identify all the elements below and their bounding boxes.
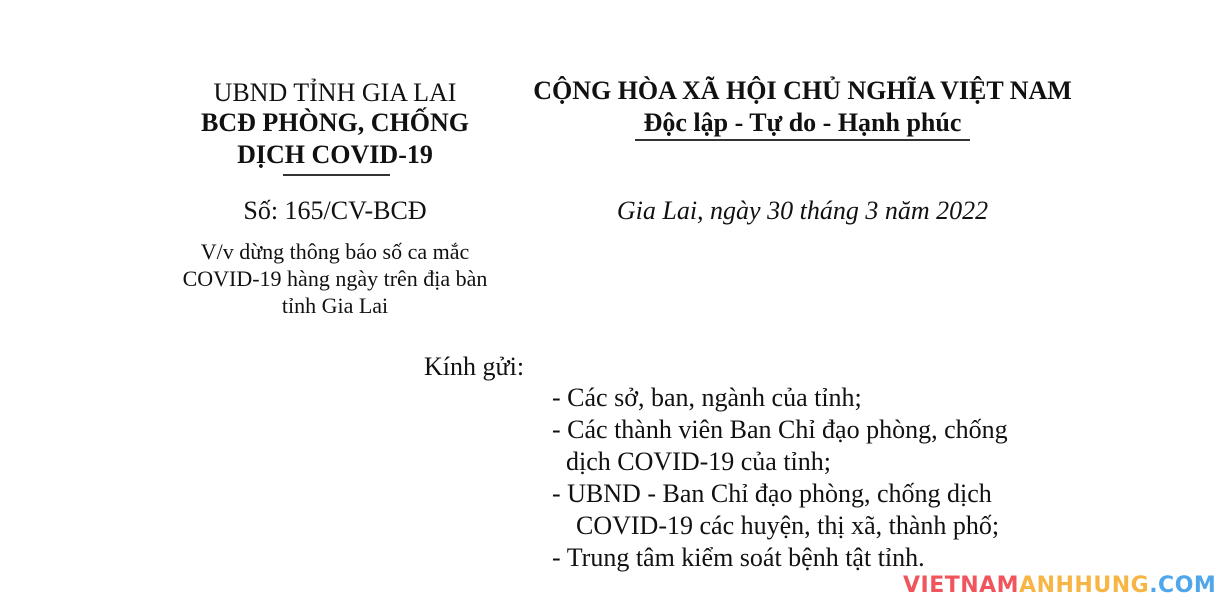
committee-name-line1: BCĐ PHÒNG, CHỐNG bbox=[201, 108, 469, 137]
recipients-label: Kính gửi: bbox=[424, 352, 525, 381]
watermark-part2: ANHHUNG bbox=[1019, 573, 1150, 598]
recipient-line: - Trung tâm kiểm soát bệnh tật tỉnh. bbox=[552, 543, 925, 572]
agency-name: UBND TỈNH GIA LAI bbox=[213, 78, 457, 107]
place-date: Gia Lai, ngày 30 tháng 3 năm 2022 bbox=[616, 196, 989, 225]
document-number: Số: 165/CV-BCĐ bbox=[243, 196, 427, 225]
subject-line: COVID-19 hàng ngày trên địa bàn bbox=[182, 266, 488, 291]
recipient-line: - UBND - Ban Chỉ đạo phòng, chống dịch bbox=[552, 479, 992, 508]
recipient-line: - Các sở, ban, ngành của tỉnh; bbox=[552, 383, 862, 412]
watermark-logo bbox=[903, 573, 1216, 598]
country-name: CỘNG HÒA XÃ HỘI CHỦ NGHĨA VIỆT NAM bbox=[533, 76, 1072, 105]
divider bbox=[283, 174, 390, 176]
divider bbox=[635, 139, 970, 141]
recipient-line: - Các thành viên Ban Chỉ đạo phòng, chống bbox=[552, 415, 1008, 444]
subject-line: tỉnh Gia Lai bbox=[281, 293, 389, 318]
subject-line: V/v dừng thông báo số ca mắc bbox=[200, 239, 470, 264]
watermark-part1: VIETNAM bbox=[903, 573, 1020, 598]
national-motto: Độc lập - Tự do - Hạnh phúc bbox=[643, 108, 962, 137]
watermark-part3: .COM bbox=[1149, 573, 1216, 598]
recipient-line: dịch COVID-19 của tỉnh; bbox=[566, 447, 832, 476]
recipient-line: COVID-19 các huyện, thị xã, thành phố; bbox=[576, 511, 1000, 540]
committee-name-line2: DỊCH COVID-19 bbox=[237, 140, 433, 169]
